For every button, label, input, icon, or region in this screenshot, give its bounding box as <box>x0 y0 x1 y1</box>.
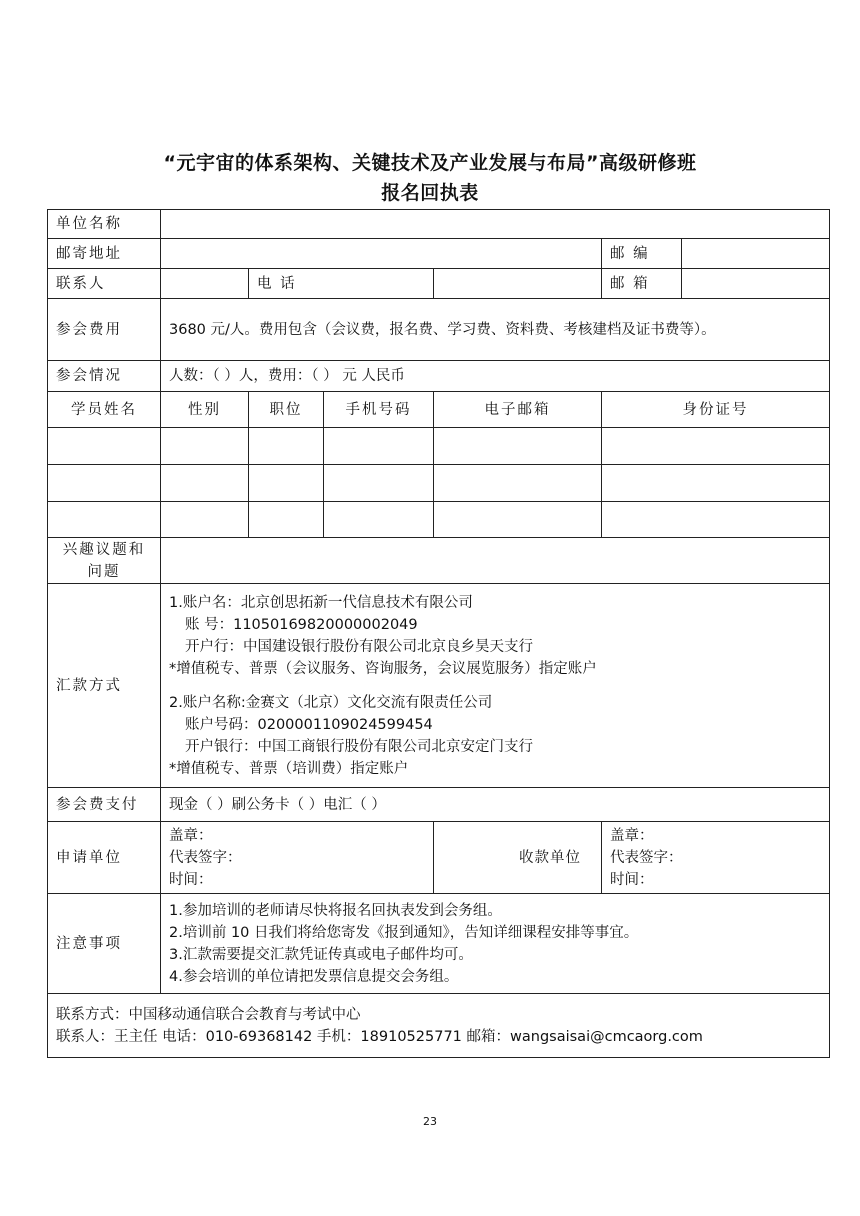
footer-contact <box>48 994 830 1058</box>
mail-address-field[interactable] <box>161 239 602 269</box>
time-label: 时间： <box>610 871 654 888</box>
row-attendance <box>48 361 830 392</box>
remit-account-name-1: 1.账户名：北京创思拓新一代信息技术有限公司 <box>169 594 473 611</box>
student-row <box>48 465 830 502</box>
student-cell[interactable] <box>602 502 830 538</box>
contact-field[interactable] <box>161 269 249 299</box>
student-cell[interactable] <box>434 502 602 538</box>
student-cell[interactable] <box>434 428 602 465</box>
row-contact <box>48 269 830 299</box>
student-cell[interactable] <box>48 465 161 502</box>
row-notes <box>48 894 830 994</box>
remit-bank-1: 开户行：中国建设银行股份有限公司北京良乡昊天支行 <box>185 638 533 655</box>
student-cell[interactable] <box>249 465 324 502</box>
postcode-field[interactable] <box>682 239 830 269</box>
remit-account-number-2: 账户号码：0200001109024599454 <box>185 716 433 733</box>
row-fee <box>48 299 830 361</box>
form-subtitle: 报名回执表 <box>381 182 479 204</box>
student-cell[interactable] <box>324 428 434 465</box>
header-student-name: 学员姓名 <box>48 392 161 428</box>
row-payment <box>48 788 830 822</box>
student-cell[interactable] <box>602 428 830 465</box>
interest-label: 兴趣议题和问题 <box>48 538 161 584</box>
header-mobile: 手机号码 <box>324 392 434 428</box>
student-cell[interactable] <box>249 428 324 465</box>
remit-account-name-2: 2.账户名称:金赛文（北京）文化交流有限责任公司 <box>169 694 493 711</box>
phone-field[interactable] <box>434 269 602 299</box>
fee-label: 参会费用 <box>48 299 161 361</box>
note-item: 4.参会培训的单位请把发票信息提交会务组。 <box>169 968 459 985</box>
receiver-label: 收款单位 <box>519 849 581 866</box>
interest-field[interactable] <box>161 538 830 584</box>
remit-label: 汇款方式 <box>48 584 161 788</box>
payment-options[interactable]: 现金（ ）刷公务卡（ ）电汇（ ） <box>161 788 830 822</box>
unit-name-field[interactable] <box>161 210 830 239</box>
mail-address-label: 邮寄地址 <box>48 239 161 269</box>
student-cell[interactable] <box>602 465 830 502</box>
student-cell[interactable] <box>249 502 324 538</box>
remit-bank-2: 开户银行：中国工商银行股份有限公司北京安定门支行 <box>185 738 533 755</box>
note-item: 3.汇款需要提交汇款凭证传真或电子邮件均可。 <box>169 946 473 963</box>
fee-text: 3680 元/人。费用包含（会议费，报名费、学习费、资料费、考核建档及证书费等）。 <box>161 299 830 361</box>
student-row <box>48 502 830 538</box>
time-label: 时间： <box>169 871 213 888</box>
email-field[interactable] <box>682 269 830 299</box>
unit-name-label: 单位名称 <box>48 210 161 239</box>
email-label: 邮 箱 <box>602 269 682 299</box>
row-mail-address <box>48 239 830 269</box>
payment-label: 参会费支付 <box>48 788 161 822</box>
applicant-signature-block[interactable] <box>161 822 434 894</box>
applicant-label: 申请单位 <box>48 822 161 894</box>
row-unit-name <box>48 210 830 239</box>
note-item: 2.培训前 10 日我们将给您寄发《报到通知》，告知详细课程安排等事宜。 <box>169 924 639 941</box>
form-title: “元宇宙的体系架构、关键技术及产业发展与布局”高级研修班 <box>163 152 697 174</box>
phone-label: 电 话 <box>249 269 434 299</box>
row-remit <box>48 584 830 788</box>
header-position: 职位 <box>249 392 324 428</box>
contact-org: 联系方式：中国移动通信联合会教育与考试中心 <box>56 1006 361 1023</box>
remit-note-2: *增值税专、普票（培训费）指定账户 <box>169 760 409 777</box>
postcode-label: 邮 编 <box>602 239 682 269</box>
student-cell[interactable] <box>161 502 249 538</box>
row-interest <box>48 538 830 584</box>
student-cell[interactable] <box>48 502 161 538</box>
rep-signature-label: 代表签字： <box>610 849 683 866</box>
registration-form-table <box>47 209 830 1058</box>
header-gender: 性别 <box>161 392 249 428</box>
contact-label: 联系人 <box>48 269 161 299</box>
seal-label: 盖章： <box>169 827 213 844</box>
row-signature <box>48 822 830 894</box>
remit-account-number-1: 账 号：11050169820000002049 <box>185 616 418 633</box>
header-id-number: 身份证号 <box>602 392 830 428</box>
note-item: 1.参加培训的老师请尽快将报名回执表发到会务组。 <box>169 902 502 919</box>
student-cell[interactable] <box>324 502 434 538</box>
attendance-text[interactable]: 人数：（ ）人，费用：（ ） 元 人民币 <box>161 361 830 392</box>
student-cell[interactable] <box>48 428 161 465</box>
page-number: 23 <box>423 1115 437 1128</box>
student-row <box>48 428 830 465</box>
attendance-label: 参会情况 <box>48 361 161 392</box>
receiver-label-cell <box>434 822 602 894</box>
row-footer-contact <box>48 994 830 1058</box>
notes-list <box>161 894 830 994</box>
remit-note-1: *增值税专、普票（会议服务、咨询服务，会议展览服务）指定账户 <box>169 660 597 677</box>
student-cell[interactable] <box>161 428 249 465</box>
student-header-row <box>48 392 830 428</box>
student-cell[interactable] <box>434 465 602 502</box>
rep-signature-label: 代表签字： <box>169 849 242 866</box>
student-cell[interactable] <box>324 465 434 502</box>
seal-label: 盖章： <box>610 827 654 844</box>
contact-details: 联系人：王主任 电话：010-69368142 手机：18910525771 邮箱：wangsaisai@cmcaorg.com <box>56 1028 703 1045</box>
header-email: 电子邮箱 <box>434 392 602 428</box>
remit-details <box>161 584 830 788</box>
receiver-signature-block[interactable] <box>602 822 830 894</box>
student-cell[interactable] <box>161 465 249 502</box>
notes-label: 注意事项 <box>48 894 161 994</box>
